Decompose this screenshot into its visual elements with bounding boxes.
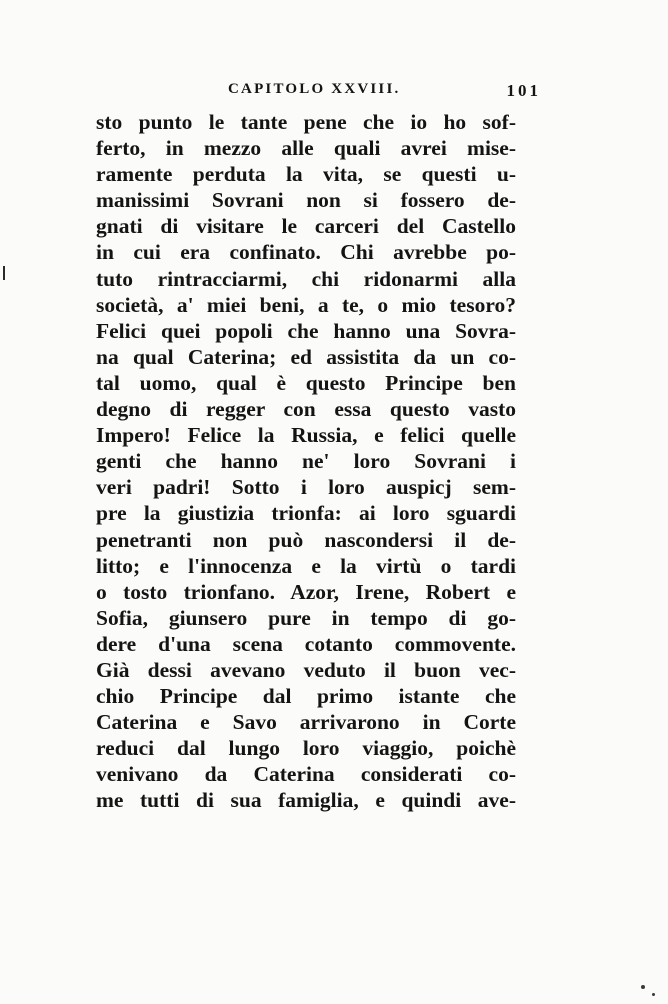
text-line: veri padri! Sotto i loro auspicj sem-	[96, 475, 516, 500]
text-line: na qual Caterina; ed assistita da un co-	[96, 344, 516, 369]
text-line: ramente perduta la vita, se questi u-	[96, 162, 516, 187]
text-line: manissimi Sovrani non si fossero de-	[96, 188, 516, 213]
text-line: tal uomo, qual è questo Principe ben	[96, 370, 516, 395]
text-line: reduci dal lungo loro viaggio, poichè	[96, 736, 516, 761]
text-line: Caterina e Savo arrivarono in Corte	[96, 710, 516, 735]
text-line: genti che hanno ne' loro Sovrani i	[96, 449, 516, 474]
text-line: Sofia, giunsero pure in tempo di go-	[96, 605, 516, 630]
ink-speck	[641, 985, 645, 989]
text-line: pre la giustizia trionfa: ai loro sguardi	[96, 501, 516, 526]
text-line: venivano da Caterina considerati co-	[96, 762, 516, 787]
text-line: Già dessi avevano veduto il buon vec-	[96, 657, 516, 682]
text-line: me tutti di sua famiglia, e quindi ave-	[96, 788, 516, 813]
margin-mark	[3, 266, 5, 280]
running-title: CAPITOLO XXVIII.	[228, 81, 401, 97]
text-line: Impero! Felice la Russia, e felici quelle	[96, 423, 516, 448]
text-line: litto; e l'innocenza e la virtù o tardi	[96, 553, 516, 578]
page-header	[96, 81, 541, 103]
text-line: sto punto le tante pene che io ho sof-	[96, 110, 516, 134]
ink-speck	[652, 993, 655, 996]
text-line: in cui era confinato. Chi avrebbe po-	[96, 240, 516, 265]
text-line: ferto, in mezzo alle quali avrei mise-	[96, 136, 516, 161]
text-line: dere d'una scena cotanto commovente.	[96, 631, 516, 656]
text-line: o tosto trionfano. Azor, Irene, Robert e	[96, 579, 516, 604]
text-line: gnati di visitare le carceri del Castello	[96, 214, 516, 239]
text-line: società, a' miei beni, a te, o mio tesoro?	[96, 292, 516, 317]
text-line: penetranti non può nascondersi il de-	[96, 527, 516, 552]
text-line: Felici quei popoli che hanno una Sovra-	[96, 318, 516, 343]
text-line: degno di regger con essa questo vasto	[96, 397, 516, 422]
text-line: chio Principe dal primo istante che	[96, 684, 516, 709]
page-number: 101	[506, 81, 541, 100]
text-line: tuto rintracciarmi, chi ridonarmi alla	[96, 266, 516, 291]
body-text	[96, 109, 516, 814]
